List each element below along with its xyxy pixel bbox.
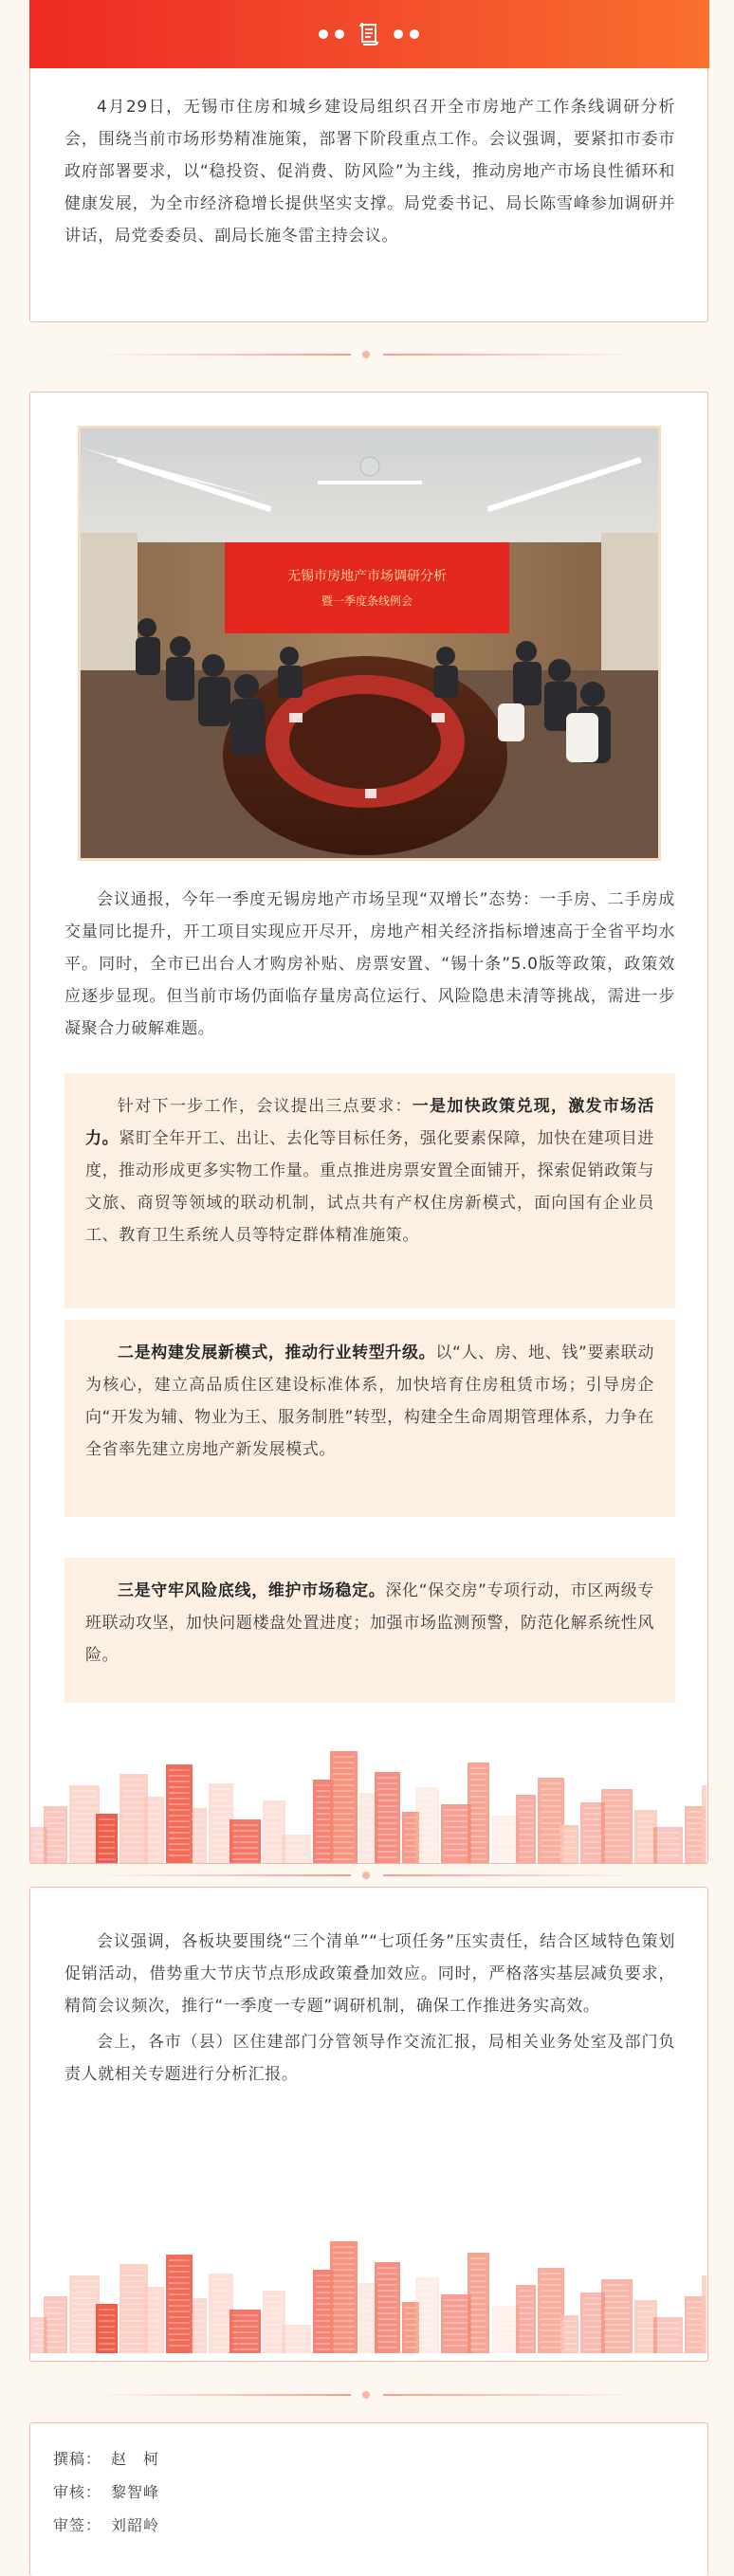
section-divider: [95, 2389, 639, 2401]
credits-card: [29, 2422, 708, 2576]
photo-banner-line2: 暨一季度条线例会: [321, 594, 413, 608]
credit-writer: 撰稿： 赵 柯: [53, 2450, 160, 2468]
meeting-photo: [78, 426, 661, 861]
intro-card: [29, 0, 708, 322]
closing-card: [29, 1887, 708, 2362]
closing-paragraph-1: 会议强调，各板块要围绕“三个清单”“七项任务”压实责任，结合区域特色策划促销活动，借势重大节庆节点形成政策叠加效应。同时，严格落实基层减负要求，精简会议频次，推行“一季度一专题”调研机制，确保工作推进务实高效。: [64, 1932, 675, 2016]
situation-paragraph: 会议通报，今年一季度无锡房地产市场呈现“双增长”态势：一手房、二手房成交量同比提升，开工项目实现应开尽开，房地产相关经济指标增速高于全省平均水平。同时，全市已出台人才购房补贴、房票安置、“锡十条”5.0版等政策，政策效应逐步显现。但当前市场仍面临存量房高位运行、风险隐患未清等挑战，需进一步凝聚合力破解难题。: [64, 890, 675, 1038]
meeting-card: [29, 392, 708, 1864]
intro-paragraph: 4月29日，无锡市住房和城乡建设局组织召开全市房地产工作条线调研分析会，围绕当前市场形势精准施策，部署下阶段重点工作。会议强调，要紧扣市委市政府部署要求，以“稳投资、促消费、防风险”为主线，推动房地产市场良性循环和健康发展，为全市经济稳增长提供坚实支撑。局党委书记、局长陈雪峰参加调研并讲话，局党委委员、副局长施冬雷主持会议。: [64, 98, 675, 246]
photo-banner-line1: 无锡市房地产市场调研分析: [287, 569, 447, 584]
requirement-1-text: 针对下一步工作，会议提出三点要求：一是加快政策兑现，激发市场活力。紧盯全年开工、出让、去化等目标任务，强化要素保障，加快在建项目进度，推动形成更多实物工作量。重点推进房票安置全面铺开，探索促销政策与文旅、商贸等领域的联动机制，试点共有产权住房新模式，面向国有企业员工、教育卫生系统人员等特定群体精准施策。: [85, 1097, 655, 1245]
requirement-panel-3: [64, 1558, 675, 1703]
header-dots-left: [319, 29, 344, 39]
header-dots-right: [394, 29, 419, 39]
section-divider: [95, 1870, 639, 1881]
requirement-panel-2: [64, 1320, 675, 1517]
requirement-3-heading: 三是守牢风险底线，维护市场稳定。: [118, 1581, 386, 1600]
requirement-3-text: 三是守牢风险底线，维护市场稳定。深化“保交房”专项行动，市区两级专班联动攻坚，加快问题楼盘处置进度；加强市场监测预警，防范化解系统性风险。: [85, 1581, 654, 1665]
section-divider: [95, 349, 639, 360]
requirement-2-heading: 二是构建发展新模式，推动行业转型升级。: [118, 1343, 436, 1362]
requirement-2-text: 二是构建发展新模式，推动行业转型升级。以“人、房、地、钱”要素联动为核心，建立高品质住区建设标准体系，加快培育住房租赁市场；引导房企向“开发为辅、物业为王、服务制胜”转型，构建全生命周期管理体系，力争在全省率先建立房地产新发展模式。: [85, 1343, 654, 1459]
credit-reviewer: 审核： 黎智峰: [53, 2483, 160, 2501]
skyline-decoration: [30, 1740, 706, 1863]
header-banner: [29, 0, 709, 68]
requirement-panel-1: [64, 1073, 675, 1308]
requirement-1-heading: 一是加快政策兑现，激发市场活力。: [85, 1097, 655, 1148]
closing-paragraph-2: 会上，各市（县）区住建部门分管领导作交流汇报，局相关业务处室及部门负责人就相关专题进行分析汇报。: [64, 2033, 675, 2084]
credit-approver: 审签： 刘韶岭: [53, 2516, 160, 2534]
skyline-decoration: [30, 2230, 706, 2353]
credits-list: [53, 2442, 159, 2542]
scroll-icon: [358, 22, 380, 46]
